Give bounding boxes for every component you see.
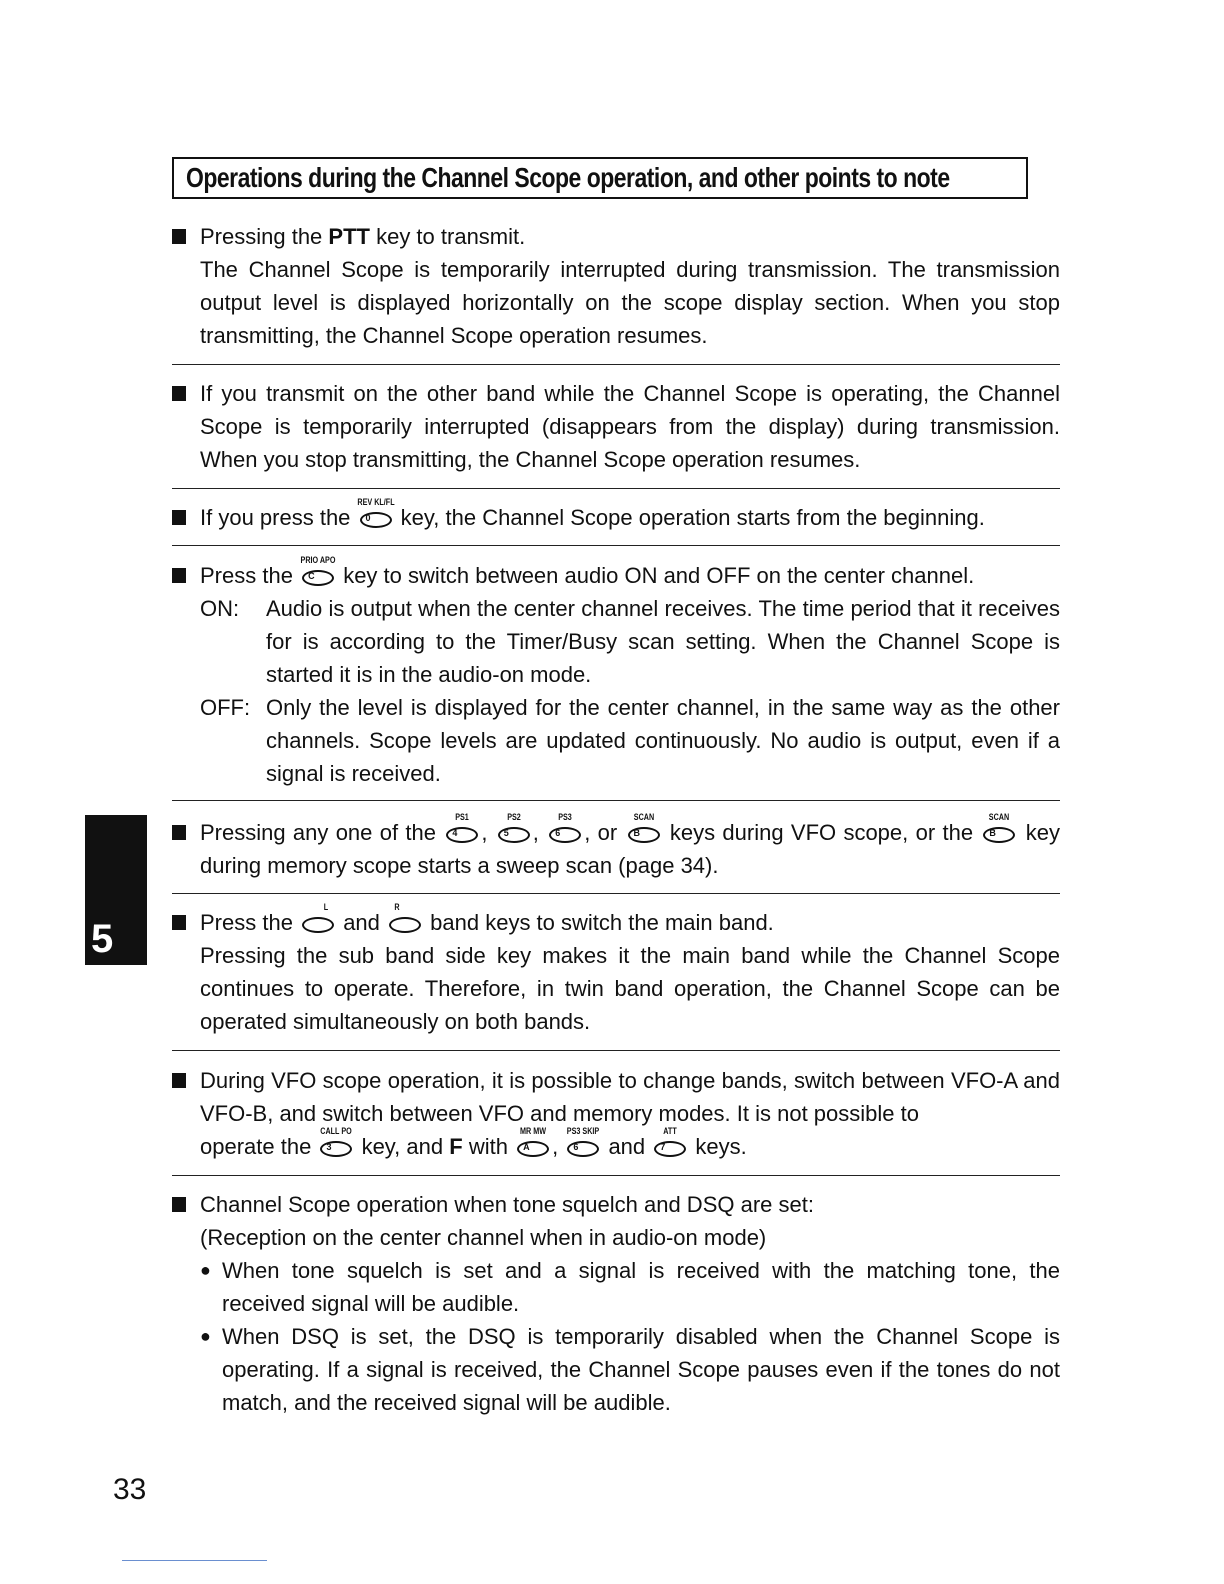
ptt-section — [172, 220, 1060, 352]
divider — [172, 800, 1060, 801]
right-band-key-icon: R — [389, 917, 421, 933]
page-number: 33 — [113, 1473, 147, 1506]
tone-line-1: Channel Scope operation when tone squelch and DSQ are set: — [200, 1192, 814, 1217]
section-heading: Operations during the Channel Scope operation, and other points to note — [172, 157, 1028, 199]
divider — [172, 488, 1060, 489]
bullet-square — [172, 229, 186, 244]
vfo-body: During VFO scope operation, it is possible to change bands, switch between VFO-A and VFO-B, and switch between VFO and memory modes. It is not possible to — [200, 1068, 1060, 1126]
mr-key-icon: MR MW A — [517, 1141, 549, 1157]
footer-rule — [122, 1560, 267, 1561]
ps2-key-icon: PS2 5 — [498, 827, 530, 843]
bullet-square — [172, 915, 186, 930]
f-key-name: F — [449, 1134, 463, 1159]
band-body: Pressing the sub band side key makes it the main band while the Channel Scope continues to operate. Therefore, in twin band operation, the Channel Scope can be operated simultaneously on both bands. — [200, 943, 1060, 1034]
off-definition: OFF: Only the level is displayed for the center channel, in the same way as the other channels. Scope levels are updated continuously. No audio is output, even if a signal is received. — [200, 695, 1060, 786]
on-definition: ON: Audio is output when the center channel receives. The time period that it receives for is according to the Timer/Busy scan setting. When the Channel Scope is started it is in the audio-on mode. — [200, 596, 1060, 687]
bullet-square — [172, 825, 186, 840]
divider — [172, 545, 1060, 546]
prio-key-section — [172, 555, 1060, 790]
call-key-icon: CALL PO 3 — [320, 1141, 352, 1157]
scan-key-icon: SCAN B — [628, 827, 660, 843]
sweep-section — [172, 812, 1060, 882]
tone-section — [172, 1188, 1060, 1419]
dot-icon: ● — [200, 1326, 211, 1346]
rev-key-icon: REV KL/FL 0 — [360, 512, 392, 528]
att-key-icon: ATT 7 — [654, 1141, 686, 1157]
vfo-section — [172, 1064, 1060, 1163]
bullet-square — [172, 386, 186, 401]
rev-key-section — [172, 497, 1060, 534]
bullet-square — [172, 1073, 186, 1088]
prio-key-line: Press the PRIO APO C key to switch between audio ON and OFF on the center channel. — [200, 555, 975, 588]
other-band-section — [172, 377, 1060, 476]
ptt-body: The Channel Scope is temporarily interrupted during transmission. The transmission output level is displayed horizontally on the scope display section. When you stop transmitting, the Channel Scope operation resumes. — [200, 257, 1060, 348]
divider — [172, 1050, 1060, 1051]
bullet-square — [172, 1197, 186, 1212]
band-section — [172, 902, 1060, 1038]
prio-key-icon: PRIO APO C — [302, 570, 334, 586]
dsq-dot-item: ● When DSQ is set, the DSQ is temporarily disabled when the Channel Scope is operating. If a signal is received, the Channel Scope pauses even if the tones do not match, and the received signal will be audible. — [200, 1320, 1060, 1419]
ps1-key-icon: PS1 4 — [446, 827, 478, 843]
rev-key-line: If you press the REV KL/FL 0 key, the Channel Scope operation starts from the beginning. — [200, 497, 985, 530]
tone-line-2: (Reception on the center channel when in audio-on mode) — [200, 1225, 767, 1250]
skip-key-icon: PS3 SKIP 6 — [567, 1141, 599, 1157]
left-band-key-icon: L — [302, 917, 334, 933]
tone-dot-item: ● When tone squelch is set and a signal is received with the matching tone, the received signal will be audible. — [200, 1254, 1060, 1320]
divider — [172, 893, 1060, 894]
divider — [172, 364, 1060, 365]
ptt-key-name: PTT — [328, 224, 370, 249]
ps3-key-icon: PS3 6 — [549, 827, 581, 843]
chapter-number: 5 — [91, 917, 114, 961]
vfo-keys-line: operate the CALL PO 3 key, and F with MR MW A , PS3 SKIP 6 and ATT 7 keys. — [200, 1126, 747, 1159]
band-key-line: Press the L and R band keys to switch the main band. — [200, 902, 774, 935]
dot-icon: ● — [200, 1260, 211, 1280]
bullet-square — [172, 568, 186, 583]
scan-key-icon: SCAN B — [983, 827, 1015, 843]
other-band-text: If you transmit on the other band while the Channel Scope is operating, the Channel Scope is temporarily interrupted (disappears from the display) during transmission. When you stop transmitting, the Channel Scope operation resumes. — [200, 381, 1060, 472]
ptt-heading-line: Pressing the PTT key to transmit. — [200, 224, 526, 249]
bullet-square — [172, 510, 186, 525]
divider — [172, 1175, 1060, 1176]
sweep-text: Pressing any one of the PS1 4 , PS2 5 , PS3 6 , or SCAN B keys during VFO scope, or the SCAN B key during memory scope starts a sweep scan (page 34). — [200, 812, 1060, 878]
chapter-tab — [85, 815, 147, 965]
